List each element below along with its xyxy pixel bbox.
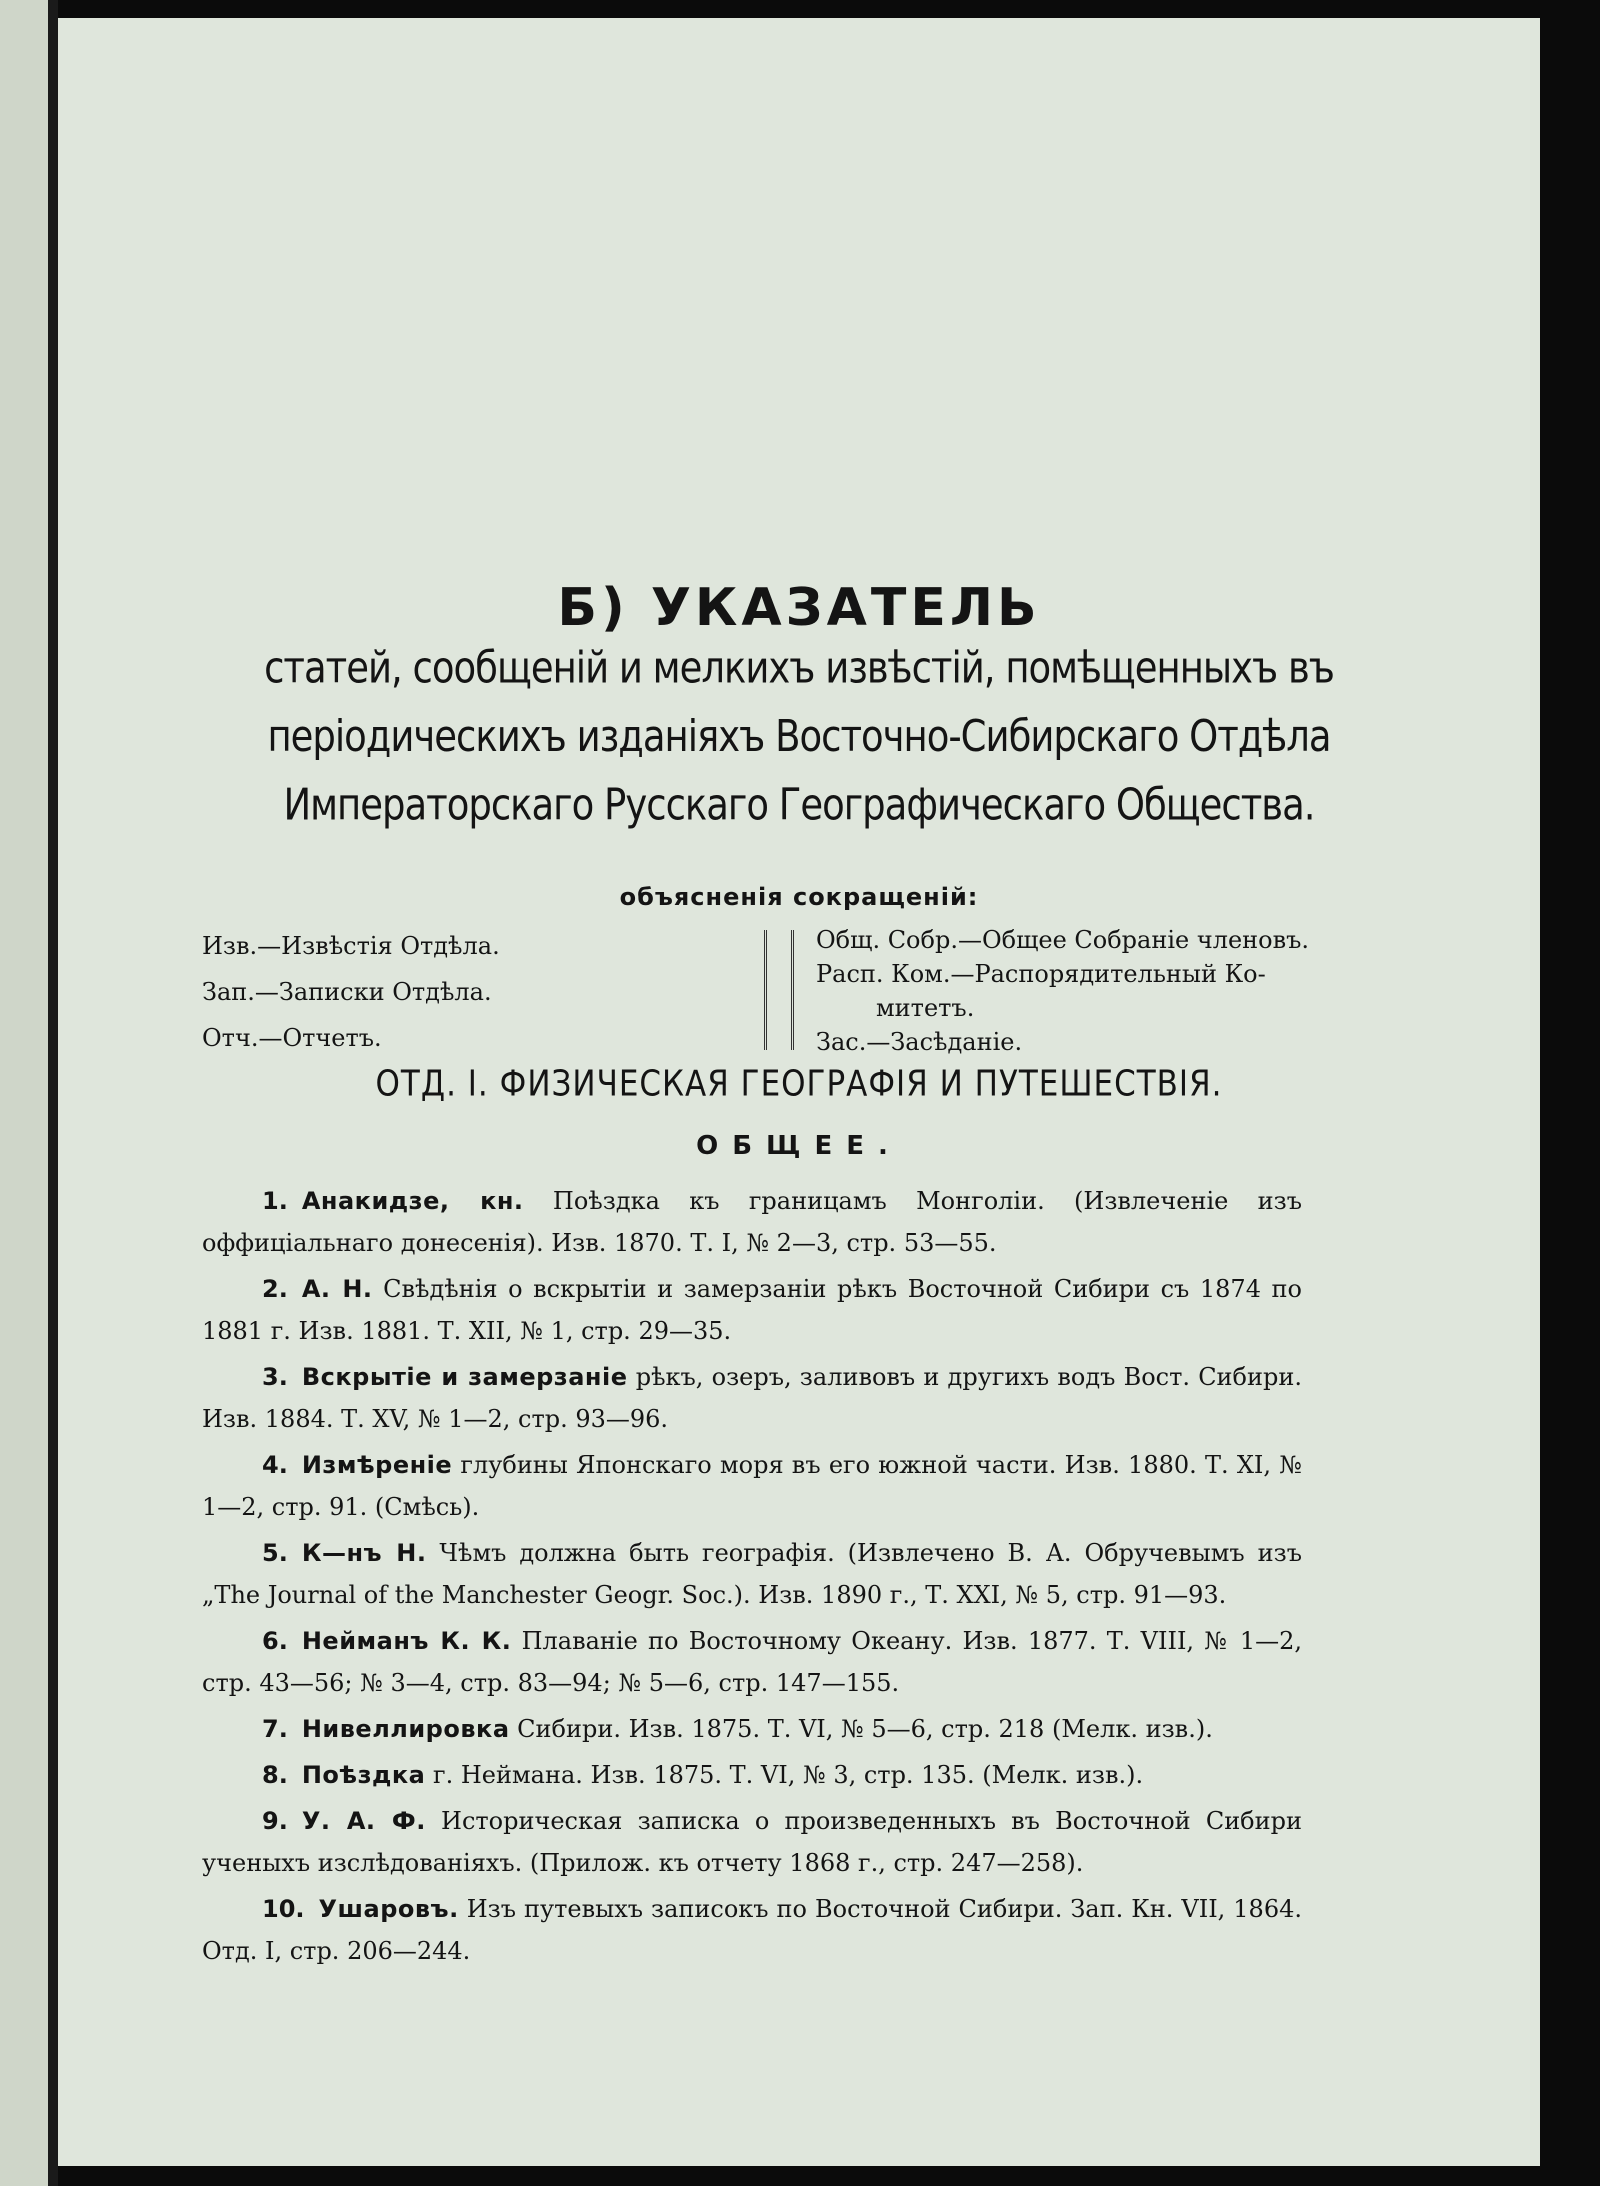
entry-number: 7. [262,1715,288,1743]
header-block [58,578,1540,831]
entry-number: 4. [262,1451,288,1479]
entry-text: Свѣдѣнія о вскрытіи и замерзаніи рѣкъ Восточной Сибири съ 1874 по 1881 г. Изв. 1881. Т. XII, № 1, стр. 29—35. [202,1275,1303,1345]
entry-author: А. Н. [301,1275,373,1303]
entry-text: рѣкъ, озеръ, заливовъ и другихъ водъ Вост. Сибири. Изв. 1884. Т. XV, № 1—2, стр. 93—96. [202,1363,1302,1433]
entry-text: Изъ путевыхъ записокъ по Восточной Сибири. Зап. Кн. VII, 1864. Отд. I, стр. 206—244. [202,1895,1302,1965]
entry-author: К—нъ Н. [301,1539,427,1567]
left-margin-strip [0,0,48,2186]
abbreviation-item: Изв.—Извѣстія Отдѣла. [202,932,500,960]
abbreviation-item: Отч.—Отчетъ. [202,1024,382,1052]
list-item [202,1532,1302,1616]
entry-author: Измѣреніе [301,1451,453,1479]
list-item [202,1356,1302,1440]
abbreviation-item-continued: митетъ. [876,994,975,1022]
list-item [202,1708,1302,1750]
document-page [58,18,1540,2166]
entry-text: Плаваніе по Восточному Океану. Изв. 1877. Т. VIII, № 1—2, стр. 43—56; № 3—4, стр. 83—94; № 5—6, стр. 147—155. [202,1627,1303,1697]
entry-text: г. Неймана. Изв. 1875. Т. VI, № 3, стр. 135. (Мелк. изв.). [433,1761,1144,1789]
abbreviations-heading: объясненія сокращеній: [619,883,979,911]
entry-number: 8. [262,1761,288,1789]
entry-author: Поѣздка [301,1761,426,1789]
page-title: Б) УКАЗАТЕЛЬ [557,578,1041,638]
list-item [202,1444,1302,1528]
abbreviation-item: Зас.—Засѣданіе. [816,1028,1023,1056]
entry-text: Поѣздка къ границамъ Монголіи. (Извлеченіе изъ оффиціальнаго донесенія). Изв. 1870. Т. I, № 2—3, стр. 53—55. [202,1187,1303,1257]
entry-author: Нейманъ К. К. [301,1627,512,1655]
list-item [202,1888,1302,1972]
section-heading: ОТД. I. ФИЗИЧЕСКАЯ ГЕОГРАФІЯ И ПУТЕШЕСТВІЯ. [375,1063,1223,1105]
entry-author: Анакидзе, кн. [301,1187,524,1215]
abbreviation-item: Зап.—Записки Отдѣла. [202,978,492,1006]
abbreviation-item: Расп. Ком.—Распорядительный Ко- [816,960,1266,988]
entry-number: 3. [262,1363,288,1391]
list-item [202,1800,1302,1884]
entry-author: Ушаровъ. [318,1895,459,1923]
abbreviation-item: Общ. Собр.—Общее Собраніе членовъ. [816,926,1310,954]
entry-text: Историческая записка о произведенныхъ въ Восточной Сибири ученыхъ изслѣдованіяхъ. (Прилож. къ отчету 1868 г., стр. 247—258). [202,1807,1302,1877]
list-item [202,1754,1302,1796]
entry-text: Чѣмъ должна быть географія. (Извлечено В. А. Обручевымъ изъ „The Journal of the Manchester Geogr. Soc.). Изв. 1890 г., Т. XXI, № 5, стр. 91—93. [202,1539,1302,1609]
list-item [202,1268,1302,1352]
entry-number: 6. [262,1627,288,1655]
entry-number: 5. [262,1539,288,1567]
entry-number: 10. [262,1895,305,1923]
entry-author: У. А. Ф. [301,1807,426,1835]
abbreviations-left-column [202,923,762,1061]
entry-number: 9. [262,1807,288,1835]
entry-number: 1. [262,1187,288,1215]
entry-text: Сибири. Изв. 1875. Т. VI, № 5—6, стр. 218 (Мелк. изв.). [517,1715,1213,1743]
page-gutter [48,0,58,2186]
list-item [202,1180,1302,1264]
entry-author: Нивеллировка [301,1715,510,1743]
entry-list [202,1180,1302,1976]
entry-text: глубины Японскаго моря въ его южной части. Изв. 1880. Т. XI, № 1—2, стр. 91. (Смѣсь). [202,1451,1302,1521]
subsection-heading: ОБЩЕЕ. [696,1131,902,1161]
list-item [202,1620,1302,1704]
abbreviations-right-column [816,923,1336,1059]
brace-divider [764,930,794,1050]
entry-number: 2. [262,1275,288,1303]
entry-author: Вскрытіе и замерзаніе [301,1363,628,1391]
page-subtitle: статей, сообщеній и мелкихъ извѣстій, помѣщенныхъ въ періодическихъ изданіяхъ Восточно-Сибирскаго Отдѣла Императорскаго Русскаго Географическаго Общества. [264,642,1334,831]
